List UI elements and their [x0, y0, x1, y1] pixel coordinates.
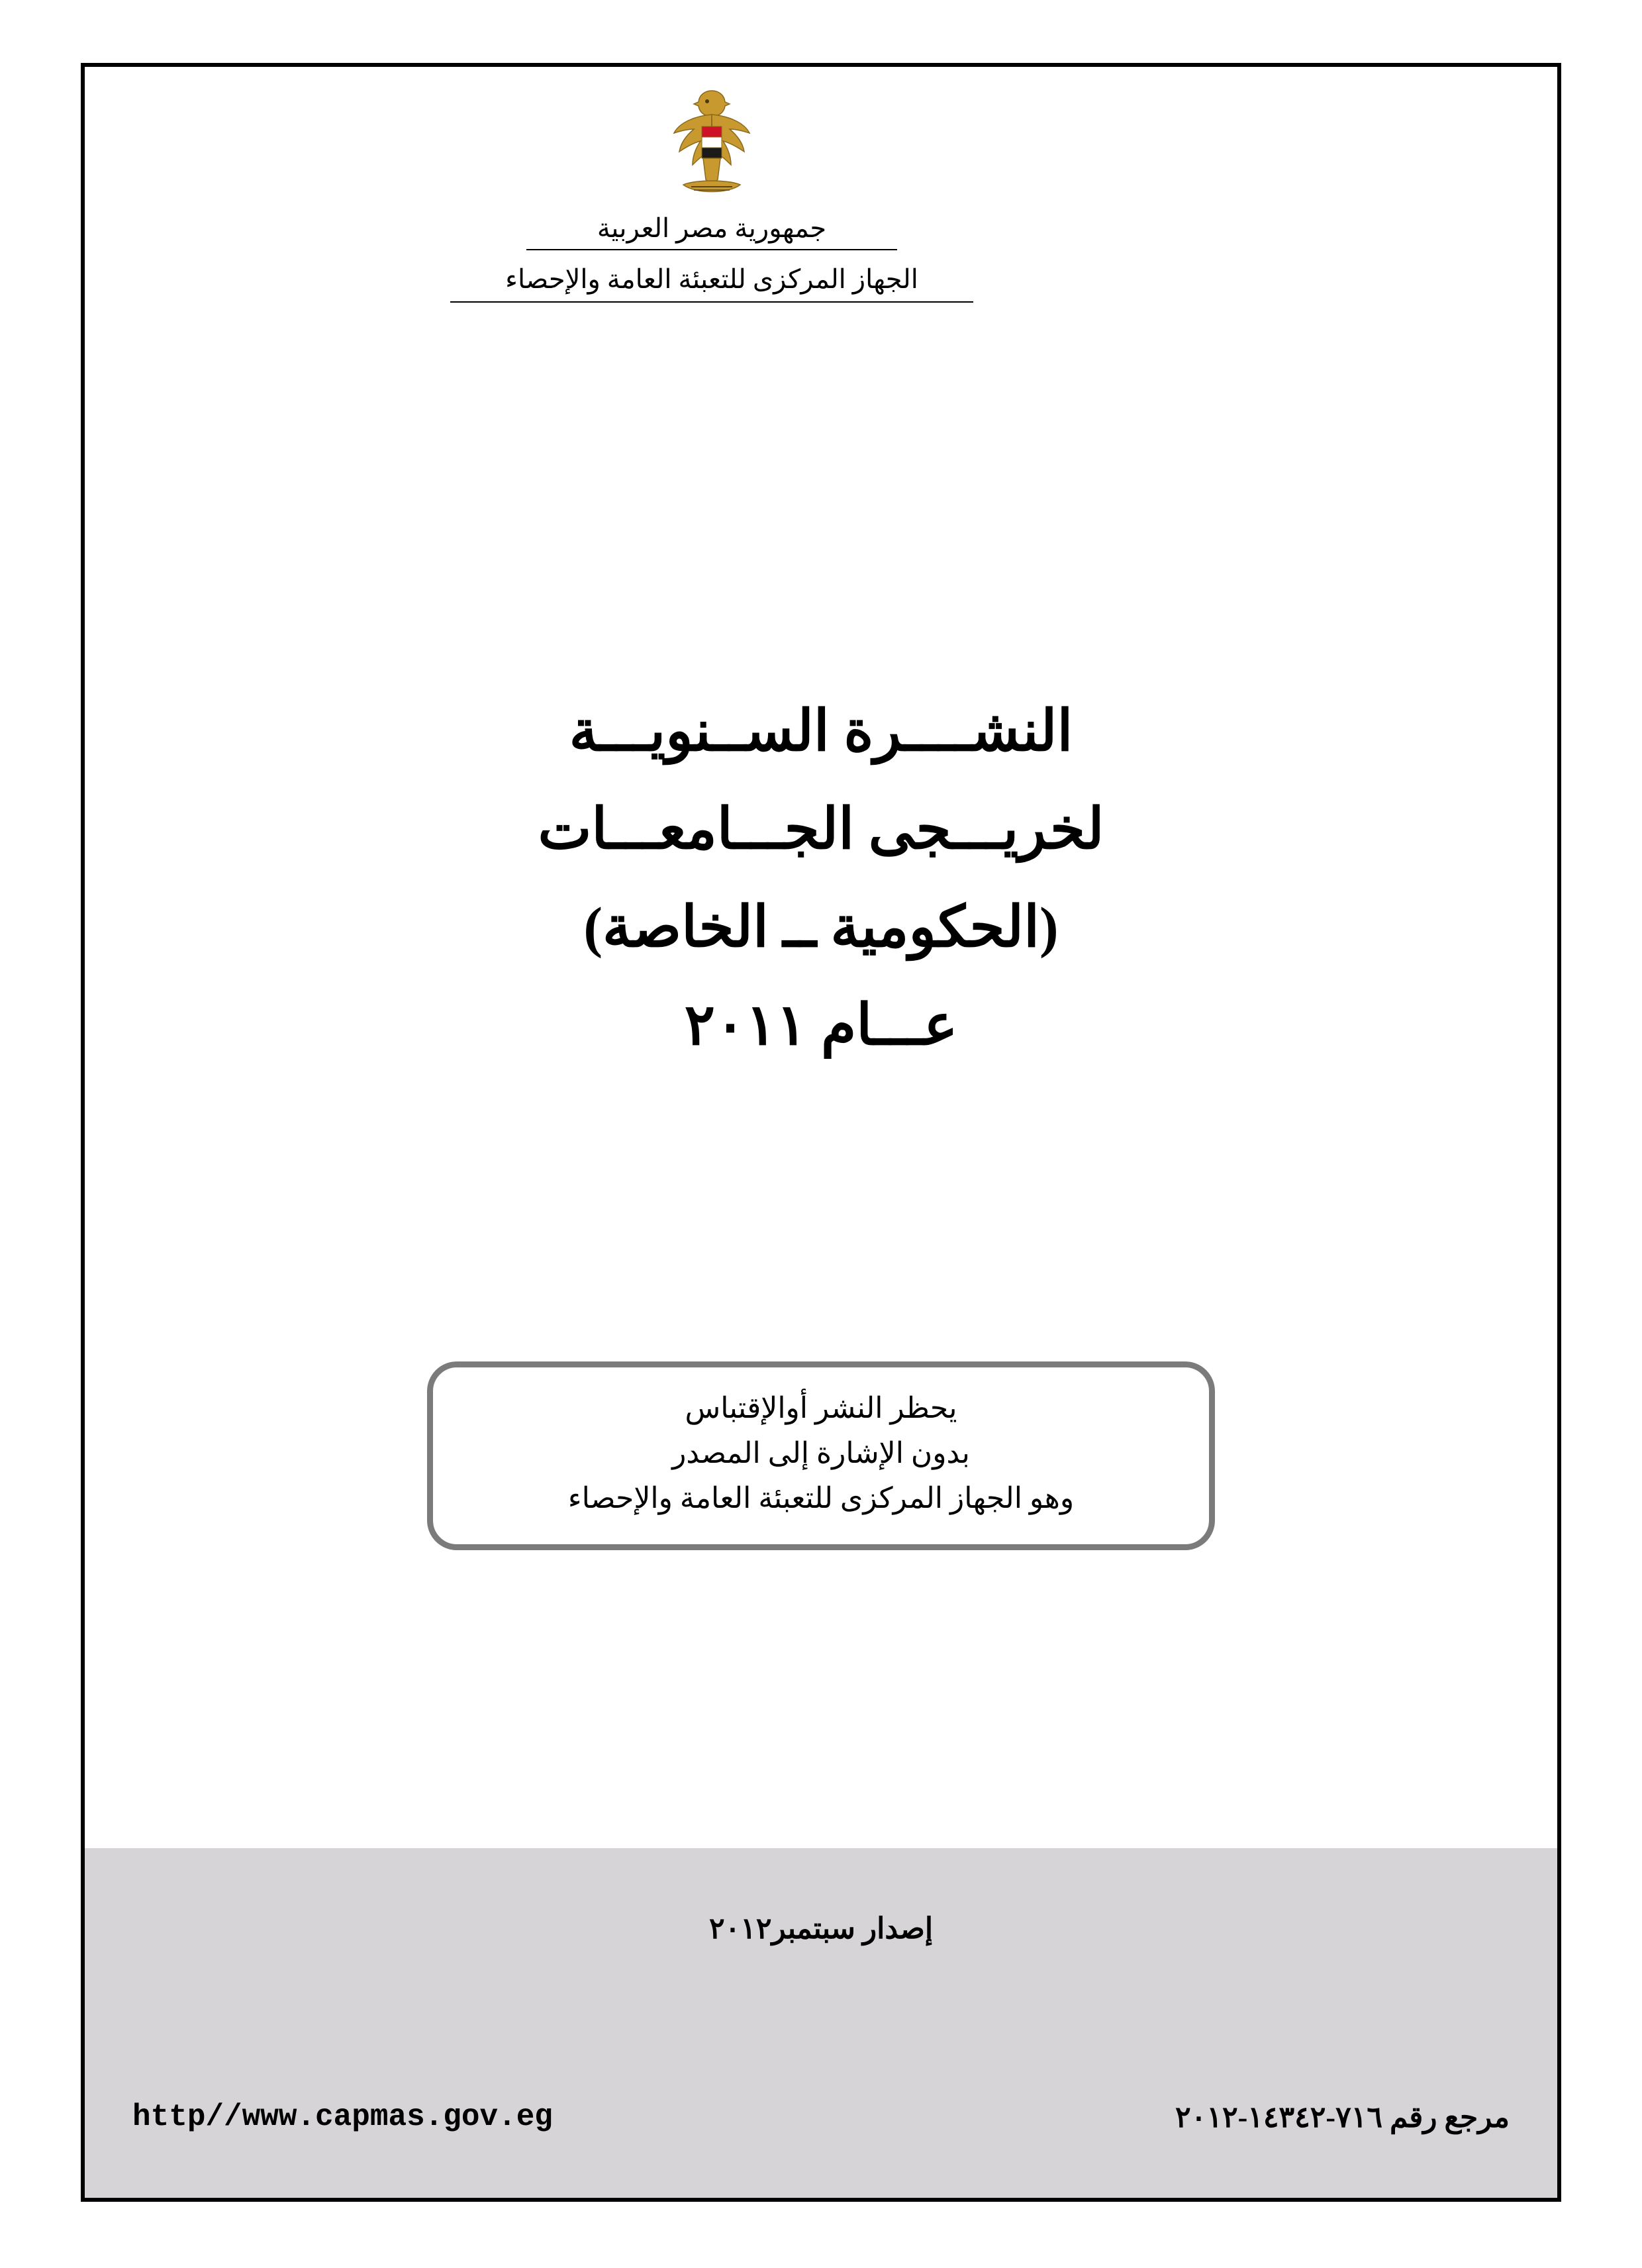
- copyright-notice-box: [427, 1361, 1215, 1550]
- document-header: [85, 87, 1557, 303]
- country-name: جمهورية مصر العربية: [526, 213, 897, 250]
- document-page: [81, 63, 1561, 2202]
- notice-line-2: بدون الإشارة إلى المصدر: [672, 1437, 970, 1470]
- egypt-eagle-emblem-icon: [669, 87, 755, 213]
- website-url[interactable]: http//www.capmas.gov.eg: [132, 2100, 553, 2134]
- organization-names: [0, 213, 1452, 303]
- title-line-3: (الحكومية ــ الخاصة): [583, 895, 1059, 959]
- footer-bottom-row: [85, 2100, 1557, 2134]
- page-title: [85, 683, 1557, 1075]
- reference-number: مرجع رقم ٧١٦-١٤٣٤٢-٢٠١٢: [1175, 2100, 1510, 2134]
- notice-line-3: وهو الجهاز المركزى للتعبئة العامة والإحصاء: [567, 1482, 1075, 1515]
- agency-name: الجهاز المركزى للتعبئة العامة والإحصاء: [450, 264, 973, 303]
- footer-band: [85, 1848, 1557, 2198]
- notice-line-1: يحظر النشر أوالإقتباس: [685, 1392, 957, 1424]
- title-line-1: النشــــرة الســنويـــة: [569, 699, 1073, 763]
- emblem-container: [81, 87, 1561, 213]
- title-line-2: لخريـــجى الجـــامعـــات: [538, 797, 1104, 861]
- title-line-4: عـــام ٢٠١١: [684, 993, 958, 1057]
- issue-date: إصدار سبتمبر٢٠١٢: [708, 1912, 934, 1945]
